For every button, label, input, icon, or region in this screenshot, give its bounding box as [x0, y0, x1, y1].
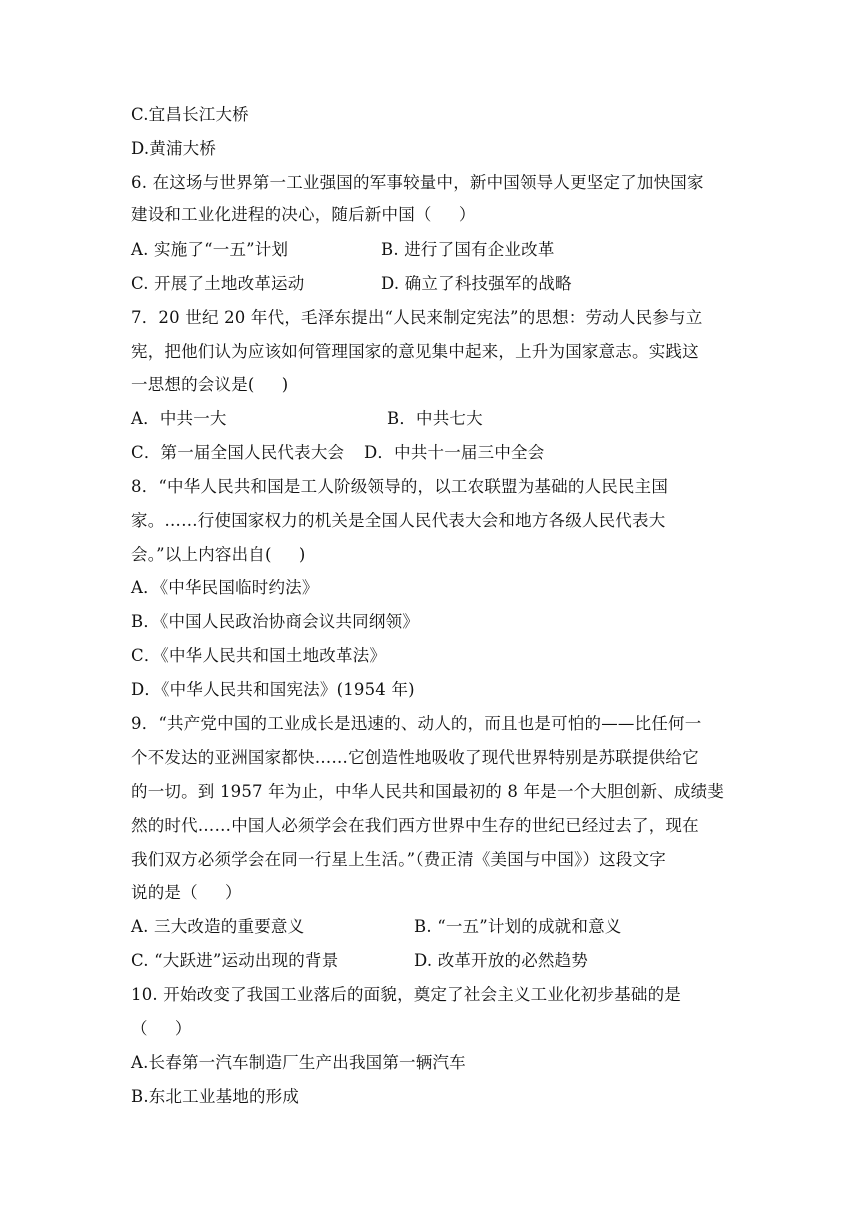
option-c-q9: C. “大跃进”运动出现的背景	[131, 951, 339, 970]
option-c-q5: C.宜昌长江大桥	[131, 105, 249, 124]
question-9-line-5: 我们双方必须学会在同一行星上生活。”（费正清《美国与中国》）这段文字	[131, 850, 666, 869]
option-a-q9: A. 三大改造的重要意义	[131, 917, 305, 936]
option-b-q8: B．《中国人民政治协商会议共同纲领》	[131, 612, 419, 631]
question-9-line-2: 个不发达的亚洲国家都快……它创造性地吸收了现代世界特别是苏联提供给它	[131, 748, 699, 767]
question-9-line-3: 的一切。到 1957 年为止，中华人民共和国最初的 8 年是一个大胆创新、成绩斐	[131, 782, 724, 801]
option-b-q7: B．中共七大	[387, 409, 483, 428]
option-a-q7: A．中共一大	[131, 409, 227, 428]
question-9-line-6: 说的是（ ）	[131, 883, 242, 902]
option-d-q9: D. 改革开放的必然趋势	[414, 951, 589, 970]
option-b-q10: B.东北工业基地的形成	[131, 1087, 300, 1106]
question-9-line-1: 9．“共产党中国的工业成长是迅速的、动人的，而且也是可怕的——比任何一	[131, 714, 702, 733]
question-7-line-3: 一思想的会议是( )	[131, 375, 289, 394]
question-7-line-2: 宪，把他们认为应该如何管理国家的意见集中起来，上升为国家意志。实践这	[131, 342, 699, 361]
option-b-q9: B. “一五”计划的成就和意义	[414, 917, 622, 936]
question-6-line-2: 建设和工业化进程的决心，随后新中国（ ）	[131, 205, 476, 224]
option-a-q6: A. 实施了“一五”计划	[131, 240, 289, 259]
option-b-q6: B. 进行了国有企业改革	[381, 240, 555, 259]
option-c-q7: C．第一届全国人民代表大会	[131, 443, 345, 462]
question-8-line-3: 会。”以上内容出自( )	[131, 545, 306, 564]
question-8-line-1: 8．“中华人民共和国是工人阶级领导的，以工农联盟为基础的人民民主国	[131, 477, 669, 496]
question-10-line-1: 10. 开始改变了我国工业落后的面貌，奠定了社会主义工业化初步基础的是	[131, 985, 681, 1004]
question-7-line-1: 7．20 世纪 20 年代，毛泽东提出“人民来制定宪法”的思想：劳动人民参与立	[131, 308, 703, 327]
question-6-line-1: 6. 在这场与世界第一工业强国的军事较量中，新中国领导人更坚定了加快国家	[131, 173, 704, 192]
option-d-q8: D．《中华人民共和国宪法》(1954 年)	[131, 680, 415, 699]
question-10-line-2: （ ）	[131, 1019, 192, 1038]
option-d-q5: D.黄浦大桥	[131, 139, 217, 158]
option-d-q6: D. 确立了科技强军的战略	[381, 274, 572, 293]
option-a-q8: A．《中华民国临时约法》	[131, 578, 319, 597]
option-c-q8: C．《中华人民共和国土地改革法》	[131, 646, 387, 665]
option-a-q10: A.长春第一汽车制造厂生产出我国第一辆汽车	[131, 1053, 466, 1072]
option-c-q6: C. 开展了土地改革运动	[131, 274, 305, 293]
option-d-q7: D．中共十一届三中全会	[364, 443, 545, 462]
question-9-line-4: 然的时代……中国人必须学会在我们西方世界中生存的世纪已经过去了，现在	[131, 816, 699, 835]
question-8-line-2: 家。……行使国家权力的机关是全国人民代表大会和地方各级人民代表大	[131, 511, 666, 530]
